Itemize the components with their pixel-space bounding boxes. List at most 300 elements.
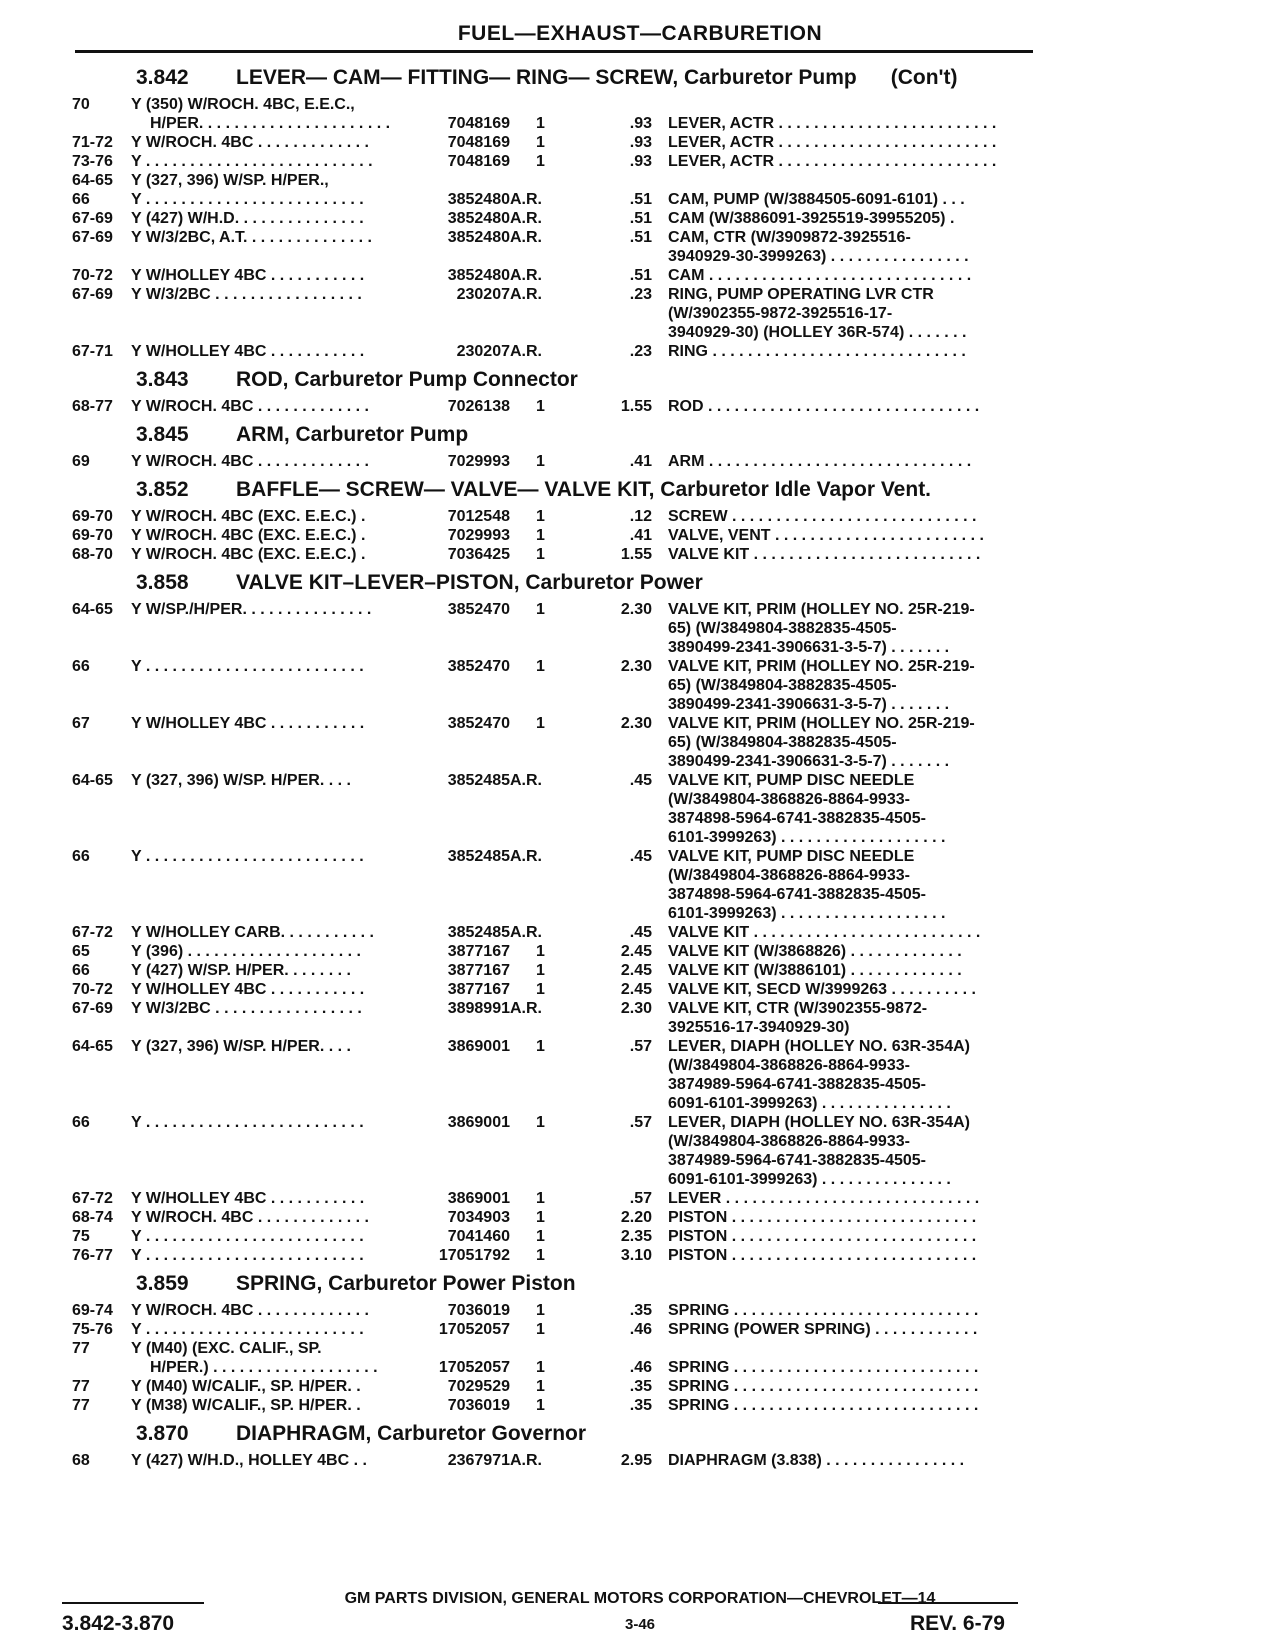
part-number-cell: 3869001	[447, 1114, 510, 1131]
section-header	[136, 1422, 586, 1446]
year-cell: 67-72	[72, 1190, 113, 1207]
part-number-cell: 7029529	[447, 1378, 510, 1395]
price-cell: .45	[629, 924, 652, 941]
parts-row	[0, 1019, 1280, 1039]
description-cell: VALVE KIT, CTR (W/3902355-9872-	[668, 1000, 928, 1017]
quantity-cell: 1	[536, 508, 545, 525]
price-cell: .35	[629, 1378, 652, 1395]
footer-publisher: GM PARTS DIVISION, GENERAL MOTORS CORPORATION—CHEVROLET—14	[344, 1590, 936, 1607]
parts-row	[0, 1302, 1280, 1322]
parts-row	[0, 924, 1280, 944]
description-cell: VALVE, VENT . . . . . . . . . . . . . . . . . . . . . . . .	[668, 527, 984, 544]
parts-row	[0, 508, 1280, 528]
part-number-cell: 3877167	[447, 981, 510, 998]
part-number-cell: 3852470	[447, 658, 510, 675]
description-cell: RING . . . . . . . . . . . . . . . . . . . . . . . . . . . . .	[668, 343, 966, 360]
description-cell: 3890499-2341-3906631-3-5-7) . . . . . . .	[668, 696, 950, 713]
price-cell: .46	[629, 1321, 652, 1338]
part-number-cell: 3852470	[447, 601, 510, 618]
parts-row	[0, 286, 1280, 306]
quantity-cell: 1	[536, 962, 545, 979]
section-header	[136, 571, 703, 595]
application-cell: Y . . . . . . . . . . . . . . . . . . . . . . . . .	[131, 1321, 364, 1338]
quantity-cell: A.R.	[510, 1000, 542, 1017]
parts-row	[0, 1076, 1280, 1096]
part-number-cell: 7029993	[447, 527, 510, 544]
section-title: ROD, Carburetor Pump Connector	[236, 368, 578, 391]
description-cell: (W/3849804-3868826-8864-9933-	[668, 867, 910, 884]
year-cell: 64-65	[72, 772, 113, 789]
description-cell: 65) (W/3849804-3882835-4505-	[668, 677, 897, 694]
application-cell: Y W/HOLLEY 4BC . . . . . . . . . . .	[131, 343, 365, 360]
parts-row	[0, 267, 1280, 287]
parts-row	[0, 96, 1280, 116]
quantity-cell: 1	[536, 398, 545, 415]
parts-row	[0, 172, 1280, 192]
year-cell: 67-72	[72, 924, 113, 941]
part-number-cell: 3852470	[447, 715, 510, 732]
price-cell: .93	[629, 134, 652, 151]
price-cell: 2.30	[620, 601, 652, 618]
parts-row	[0, 229, 1280, 249]
year-cell: 77	[72, 1340, 90, 1357]
part-number-cell: 7036019	[447, 1397, 510, 1414]
parts-row	[0, 677, 1280, 697]
parts-row	[0, 943, 1280, 963]
year-cell: 65	[72, 943, 90, 960]
application-cell: Y (427) W/H.D., HOLLEY 4BC . .	[131, 1452, 367, 1469]
description-cell: CAM . . . . . . . . . . . . . . . . . . . . . . . . . . . . . .	[668, 267, 972, 284]
application-cell: Y W/ROCH. 4BC (EXC. E.E.C.) .	[131, 508, 366, 525]
description-cell: 3890499-2341-3906631-3-5-7) . . . . . . .	[668, 639, 950, 656]
part-number-cell: 3852480	[447, 210, 510, 227]
section-number: 3.843	[136, 368, 189, 391]
price-cell: .57	[629, 1190, 652, 1207]
year-cell: 68-74	[72, 1209, 113, 1226]
part-number-cell: 3877167	[447, 962, 510, 979]
section-header	[136, 478, 931, 502]
description-cell: CAM, CTR (W/3909872-3925516-	[668, 229, 911, 246]
application-cell: Y . . . . . . . . . . . . . . . . . . . . . . . . .	[131, 658, 364, 675]
year-cell: 66	[72, 962, 90, 979]
description-cell: RING, PUMP OPERATING LVR CTR	[668, 286, 934, 303]
parts-row	[0, 1228, 1280, 1248]
section-title: SPRING, Carburetor Power Piston	[236, 1272, 576, 1295]
part-number-cell: 230207	[456, 286, 510, 303]
quantity-cell: A.R.	[510, 286, 542, 303]
quantity-cell: 1	[536, 546, 545, 563]
price-cell: 1.55	[620, 398, 652, 415]
part-number-cell: 3877167	[447, 943, 510, 960]
description-cell: ROD . . . . . . . . . . . . . . . . . . . . . . . . . . . . . . .	[668, 398, 980, 415]
parts-row	[0, 753, 1280, 773]
section-header	[136, 1272, 576, 1296]
section-number: 3.870	[136, 1422, 189, 1445]
description-cell: LEVER, DIAPH (HOLLEY NO. 63R-354A)	[668, 1038, 970, 1055]
footer-range: 3.842-3.870	[62, 1612, 175, 1635]
year-cell: 70	[72, 96, 90, 113]
price-cell: 1.55	[620, 546, 652, 563]
quantity-cell: 1	[536, 153, 545, 170]
parts-row	[0, 153, 1280, 173]
description-cell: VALVE KIT, PRIM (HOLLEY NO. 25R-219-	[668, 601, 975, 618]
application-cell: Y W/ROCH. 4BC . . . . . . . . . . . . .	[131, 1302, 369, 1319]
application-cell: Y W/HOLLEY 4BC . . . . . . . . . . .	[131, 715, 365, 732]
footer-revision: REV. 6-79	[910, 1612, 1005, 1635]
description-cell: 3940929-30-3999263) . . . . . . . . . . . . . . . .	[668, 248, 969, 265]
section-title: LEVER— CAM— FITTING— RING— SCREW, Carburetor Pump	[236, 66, 857, 89]
year-cell: 67	[72, 715, 90, 732]
application-cell: Y W/ROCH. 4BC . . . . . . . . . . . . .	[131, 453, 369, 470]
section-number: 3.852	[136, 478, 189, 501]
quantity-cell: A.R.	[510, 1452, 542, 1469]
application-cell: H/PER.) . . . . . . . . . . . . . . . . . . .	[150, 1359, 378, 1376]
description-cell: 3940929-30) (HOLLEY 36R-574) . . . . . . .	[668, 324, 967, 341]
description-cell: 6101-3999263) . . . . . . . . . . . . . . . . . . .	[668, 829, 946, 846]
year-cell: 66	[72, 1114, 90, 1131]
parts-row	[0, 981, 1280, 1001]
parts-row	[0, 546, 1280, 566]
year-cell: 64-65	[72, 601, 113, 618]
description-cell: 3874898-5964-6741-3882835-4505-	[668, 886, 926, 903]
quantity-cell: A.R.	[510, 210, 542, 227]
parts-row	[0, 1209, 1280, 1229]
price-cell: .51	[629, 210, 652, 227]
year-cell: 76-77	[72, 1247, 113, 1264]
description-cell: SPRING . . . . . . . . . . . . . . . . . . . . . . . . . . . .	[668, 1359, 979, 1376]
parts-row	[0, 639, 1280, 659]
application-cell: Y (427) W/SP. H/PER. . . . . . . .	[131, 962, 351, 979]
parts-row	[0, 1190, 1280, 1210]
description-cell: PISTON . . . . . . . . . . . . . . . . . . . . . . . . . . . .	[668, 1247, 977, 1264]
application-cell: Y . . . . . . . . . . . . . . . . . . . . . . . . .	[131, 1228, 364, 1245]
description-cell: LEVER, ACTR . . . . . . . . . . . . . . . . . . . . . . . . .	[668, 134, 997, 151]
application-cell: Y W/3/2BC, A.T. . . . . . . . . . . . . . .	[131, 229, 372, 246]
description-cell: VALVE KIT (W/3868826) . . . . . . . . . . . . .	[668, 943, 962, 960]
year-cell: 70-72	[72, 981, 113, 998]
year-cell: 68-70	[72, 546, 113, 563]
year-cell: 66	[72, 658, 90, 675]
parts-row	[0, 248, 1280, 268]
description-cell: VALVE KIT . . . . . . . . . . . . . . . . . . . . . . . . . .	[668, 546, 981, 563]
parts-row	[0, 829, 1280, 849]
price-cell: .46	[629, 1359, 652, 1376]
parts-row	[0, 324, 1280, 344]
application-cell: Y W/ROCH. 4BC . . . . . . . . . . . . .	[131, 1209, 369, 1226]
footer-page-number: 3-46	[624, 1616, 656, 1633]
quantity-cell: A.R.	[510, 229, 542, 246]
quantity-cell: 1	[536, 1114, 545, 1131]
year-cell: 66	[72, 848, 90, 865]
section-number: 3.859	[136, 1272, 189, 1295]
year-cell: 67-69	[72, 1000, 113, 1017]
year-cell: 69-70	[72, 508, 113, 525]
application-cell: Y (327, 396) W/SP. H/PER.,	[131, 172, 329, 189]
part-number-cell: 7048169	[447, 153, 510, 170]
year-cell: 69-74	[72, 1302, 113, 1319]
part-number-cell: 3852480	[447, 267, 510, 284]
parts-row	[0, 734, 1280, 754]
application-cell: Y W/ROCH. 4BC . . . . . . . . . . . . .	[131, 134, 369, 151]
part-number-cell: 17052057	[438, 1359, 510, 1376]
price-cell: .51	[629, 267, 652, 284]
quantity-cell: 1	[536, 601, 545, 618]
price-cell: .93	[629, 115, 652, 132]
description-cell: 3874989-5964-6741-3882835-4505-	[668, 1076, 926, 1093]
application-cell: Y W/ROCH. 4BC (EXC. E.E.C.) .	[131, 546, 366, 563]
application-cell: Y W/3/2BC . . . . . . . . . . . . . . . . .	[131, 286, 362, 303]
quantity-cell: 1	[536, 1228, 545, 1245]
price-cell: 3.10	[620, 1247, 652, 1264]
description-cell: DIAPHRAGM (3.838) . . . . . . . . . . . . . . . .	[668, 1452, 965, 1469]
year-cell: 64-65	[72, 172, 113, 189]
quantity-cell: 1	[536, 115, 545, 132]
parts-row	[0, 453, 1280, 473]
quantity-cell: 1	[536, 943, 545, 960]
price-cell: .57	[629, 1038, 652, 1055]
section-title: ARM, Carburetor Pump	[236, 423, 469, 446]
header-rule	[75, 50, 1033, 53]
application-cell: Y (327, 396) W/SP. H/PER. . . .	[131, 1038, 351, 1055]
year-cell: 67-71	[72, 343, 113, 360]
parts-row	[0, 658, 1280, 678]
description-cell: PISTON . . . . . . . . . . . . . . . . . . . . . . . . . . . .	[668, 1228, 977, 1245]
year-cell: 69-70	[72, 527, 113, 544]
year-cell: 64-65	[72, 1038, 113, 1055]
quantity-cell: A.R.	[510, 267, 542, 284]
year-cell: 68	[72, 1452, 90, 1469]
part-number-cell: 3898991	[447, 1000, 510, 1017]
part-number-cell: 7036425	[447, 546, 510, 563]
price-cell: .41	[629, 453, 652, 470]
description-cell: VALVE KIT (W/3886101) . . . . . . . . . . . . .	[668, 962, 962, 979]
parts-row	[0, 1247, 1280, 1267]
part-number-cell: 7034903	[447, 1209, 510, 1226]
description-cell: 6091-6101-3999263) . . . . . . . . . . . . . . .	[668, 1171, 951, 1188]
year-cell: 71-72	[72, 134, 113, 151]
quantity-cell: 1	[536, 1247, 545, 1264]
price-cell: 2.35	[620, 1228, 652, 1245]
description-cell: VALVE KIT, PRIM (HOLLEY NO. 25R-219-	[668, 658, 975, 675]
parts-row	[0, 905, 1280, 925]
price-cell: .45	[629, 848, 652, 865]
quantity-cell: 1	[536, 1302, 545, 1319]
part-number-cell: 3852485	[447, 848, 510, 865]
part-number-cell: 230207	[456, 343, 510, 360]
part-number-cell: 7012548	[447, 508, 510, 525]
parts-row	[0, 1152, 1280, 1172]
parts-row	[0, 1057, 1280, 1077]
application-cell: Y . . . . . . . . . . . . . . . . . . . . . . . . . .	[131, 153, 373, 170]
price-cell: 2.45	[620, 962, 652, 979]
application-cell: Y . . . . . . . . . . . . . . . . . . . . . . . . .	[131, 848, 364, 865]
application-cell: Y (M40) (EXC. CALIF., SP.	[131, 1340, 322, 1357]
description-cell: CAM, PUMP (W/3884505-6091-6101) . . .	[668, 191, 965, 208]
price-cell: 2.30	[620, 658, 652, 675]
description-cell: 6091-6101-3999263) . . . . . . . . . . . . . . .	[668, 1095, 951, 1112]
price-cell: .23	[629, 343, 652, 360]
part-number-cell: 3852485	[447, 772, 510, 789]
quantity-cell: 1	[536, 1378, 545, 1395]
description-cell: VALVE KIT, PRIM (HOLLEY NO. 25R-219-	[668, 715, 975, 732]
part-number-cell: 17052057	[438, 1321, 510, 1338]
price-cell: .35	[629, 1397, 652, 1414]
parts-row	[0, 305, 1280, 325]
section-number: 3.845	[136, 423, 189, 446]
description-cell: SCREW . . . . . . . . . . . . . . . . . . . . . . . . . . . .	[668, 508, 977, 525]
application-cell: Y (M40) W/CALIF., SP. H/PER. .	[131, 1378, 361, 1395]
parts-row	[0, 620, 1280, 640]
quantity-cell: 1	[536, 134, 545, 151]
description-cell: 65) (W/3849804-3882835-4505-	[668, 734, 897, 751]
description-cell: VALVE KIT . . . . . . . . . . . . . . . . . . . . . . . . . .	[668, 924, 981, 941]
part-number-cell: 7036019	[447, 1302, 510, 1319]
application-cell: Y W/SP./H/PER. . . . . . . . . . . . . . .	[131, 601, 372, 618]
description-cell: SPRING . . . . . . . . . . . . . . . . . . . . . . . . . . . .	[668, 1378, 979, 1395]
price-cell: .12	[629, 508, 652, 525]
quantity-cell: A.R.	[510, 848, 542, 865]
description-cell: LEVER, ACTR . . . . . . . . . . . . . . . . . . . . . . . . .	[668, 153, 997, 170]
price-cell: 2.95	[620, 1452, 652, 1469]
price-cell: .51	[629, 229, 652, 246]
parts-row	[0, 848, 1280, 868]
parts-row	[0, 1114, 1280, 1134]
year-cell: 70-72	[72, 267, 113, 284]
quantity-cell: 1	[536, 981, 545, 998]
part-number-cell: 3852485	[447, 924, 510, 941]
description-cell: LEVER, DIAPH (HOLLEY NO. 63R-354A)	[668, 1114, 970, 1131]
parts-row	[0, 1397, 1280, 1417]
description-cell: LEVER . . . . . . . . . . . . . . . . . . . . . . . . . . . . .	[668, 1190, 980, 1207]
quantity-cell: 1	[536, 658, 545, 675]
parts-row	[0, 962, 1280, 982]
application-cell: Y . . . . . . . . . . . . . . . . . . . . . . . . .	[131, 1247, 364, 1264]
part-number-cell: 7029993	[447, 453, 510, 470]
application-cell: Y (350) W/ROCH. 4BC, E.E.C.,	[131, 96, 355, 113]
parts-row	[0, 1359, 1280, 1379]
description-cell: 6101-3999263) . . . . . . . . . . . . . . . . . . .	[668, 905, 946, 922]
section-title: BAFFLE— SCREW— VALVE— VALVE KIT, Carburetor Idle Vapor Vent.	[236, 478, 932, 501]
parts-row	[0, 343, 1280, 363]
application-cell: Y W/3/2BC . . . . . . . . . . . . . . . . .	[131, 1000, 362, 1017]
page-title: FUEL—EXHAUST—CARBURETION	[457, 22, 823, 45]
application-cell: Y W/HOLLEY 4BC . . . . . . . . . . .	[131, 267, 365, 284]
parts-row	[0, 696, 1280, 716]
section-header	[136, 423, 468, 447]
parts-row	[0, 191, 1280, 211]
parts-row	[0, 1340, 1280, 1360]
application-cell: Y . . . . . . . . . . . . . . . . . . . . . . . . .	[131, 191, 364, 208]
section-header	[136, 368, 578, 392]
price-cell: .51	[629, 191, 652, 208]
price-cell: 2.30	[620, 715, 652, 732]
year-cell: 66	[72, 191, 90, 208]
application-cell: Y W/ROCH. 4BC . . . . . . . . . . . . .	[131, 398, 369, 415]
part-number-cell: 7041460	[447, 1228, 510, 1245]
description-cell: (W/3849804-3868826-8864-9933-	[668, 1133, 910, 1150]
description-cell: SPRING . . . . . . . . . . . . . . . . . . . . . . . . . . . .	[668, 1397, 979, 1414]
parts-row	[0, 527, 1280, 547]
section-title: DIAPHRAGM, Carburetor Governor	[236, 1422, 587, 1445]
price-cell: .23	[629, 286, 652, 303]
quantity-cell: 1	[536, 1397, 545, 1414]
quantity-cell: 1	[536, 1190, 545, 1207]
parts-row	[0, 1171, 1280, 1191]
parts-row	[0, 601, 1280, 621]
parts-row	[0, 791, 1280, 811]
year-cell: 67-69	[72, 229, 113, 246]
part-number-cell: 7026138	[447, 398, 510, 415]
description-cell: VALVE KIT, SECD W/3999263 . . . . . . . . . .	[668, 981, 976, 998]
quantity-cell: 1	[536, 1209, 545, 1226]
part-number-cell: 7048169	[447, 134, 510, 151]
price-cell: .41	[629, 527, 652, 544]
application-cell: Y (327, 396) W/SP. H/PER. . . .	[131, 772, 351, 789]
description-cell: 3874898-5964-6741-3882835-4505-	[668, 810, 926, 827]
quantity-cell: 1	[536, 1321, 545, 1338]
description-cell: 3890499-2341-3906631-3-5-7) . . . . . . .	[668, 753, 950, 770]
parts-row	[0, 1000, 1280, 1020]
quantity-cell: 1	[536, 715, 545, 732]
description-cell: ARM . . . . . . . . . . . . . . . . . . . . . . . . . . . . . .	[668, 453, 972, 470]
application-cell: Y W/ROCH. 4BC (EXC. E.E.C.) .	[131, 527, 366, 544]
quantity-cell: 1	[536, 1038, 545, 1055]
part-number-cell: 2367971	[447, 1452, 510, 1469]
application-cell: Y (427) W/H.D. . . . . . . . . . . . . . .	[131, 210, 364, 227]
application-cell: H/PER. . . . . . . . . . . . . . . . . . . . . .	[150, 115, 391, 132]
parts-row	[0, 115, 1280, 135]
section-title: VALVE KIT–LEVER–PISTON, Carburetor Power	[236, 571, 703, 594]
price-cell: 2.30	[620, 1000, 652, 1017]
parts-row	[0, 1452, 1280, 1472]
year-cell: 69	[72, 453, 90, 470]
application-cell: Y (396) . . . . . . . . . . . . . . . . . . . .	[131, 943, 361, 960]
parts-row	[0, 772, 1280, 792]
description-cell: PISTON . . . . . . . . . . . . . . . . . . . . . . . . . . . .	[668, 1209, 977, 1226]
part-number-cell: 17051792	[438, 1247, 510, 1264]
price-cell: .57	[629, 1114, 652, 1131]
part-number-cell: 3852480	[447, 229, 510, 246]
description-cell: 3874989-5964-6741-3882835-4505-	[668, 1152, 926, 1169]
description-cell: 65) (W/3849804-3882835-4505-	[668, 620, 897, 637]
part-number-cell: 7048169	[447, 115, 510, 132]
application-cell: Y W/HOLLEY 4BC . . . . . . . . . . .	[131, 981, 365, 998]
quantity-cell: 1	[536, 1359, 545, 1376]
year-cell: 68-77	[72, 398, 113, 415]
quantity-cell: A.R.	[510, 191, 542, 208]
section-note: (Con't)	[890, 66, 958, 89]
part-number-cell: 3852480	[447, 191, 510, 208]
price-cell: .45	[629, 772, 652, 789]
description-cell: VALVE KIT, PUMP DISC NEEDLE	[668, 848, 915, 865]
parts-row	[0, 1038, 1280, 1058]
parts-row	[0, 1321, 1280, 1341]
year-cell: 67-69	[72, 286, 113, 303]
application-cell: Y . . . . . . . . . . . . . . . . . . . . . . . . .	[131, 1114, 364, 1131]
description-cell: LEVER, ACTR . . . . . . . . . . . . . . . . . . . . . . . . .	[668, 115, 997, 132]
application-cell: Y (M38) W/CALIF., SP. H/PER. .	[131, 1397, 361, 1414]
price-cell: 2.45	[620, 943, 652, 960]
parts-row	[0, 886, 1280, 906]
description-cell: SPRING (POWER SPRING) . . . . . . . . . . . .	[668, 1321, 978, 1338]
parts-row	[0, 1378, 1280, 1398]
description-cell: SPRING . . . . . . . . . . . . . . . . . . . . . . . . . . . .	[668, 1302, 979, 1319]
part-number-cell: 3869001	[447, 1038, 510, 1055]
parts-row	[0, 867, 1280, 887]
year-cell: 67-69	[72, 210, 113, 227]
year-cell: 73-76	[72, 153, 113, 170]
parts-row	[0, 1095, 1280, 1115]
